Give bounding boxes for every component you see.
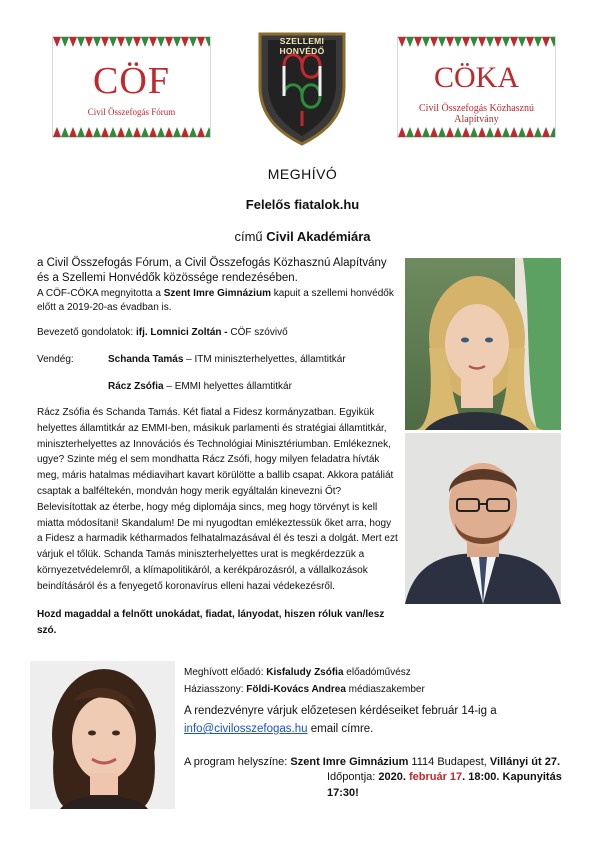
host-name: Földi-Kovács Andrea <box>246 684 346 695</box>
opening-role: CÖF szóvivő <box>227 327 288 338</box>
coka-logo-title: CÖKA <box>433 61 519 94</box>
guest-2-role: – EMMI helyettes államtitkár <box>163 381 292 392</box>
venue-street: Villányi út 27. <box>489 756 561 768</box>
subtitle-bold: Civil Akadémiára <box>266 229 371 244</box>
email-suffix: email címre. <box>307 723 374 735</box>
email-link[interactable]: info@civilosszefogas.hu <box>184 723 308 735</box>
portrait-man-icon <box>405 433 561 604</box>
intro-organizers: a Civil Összefogás Fórum, a Civil Összefogás Közhasznú Alapítvány és a Szellemi Honvédők közössége rendezésében. <box>37 257 387 284</box>
flag-strip-top-icon <box>398 37 555 49</box>
opening-line <box>37 326 397 341</box>
performer-line <box>184 666 574 681</box>
time-month: február 17 <box>408 771 463 783</box>
host-role: médiaszakember <box>345 684 425 695</box>
venue-line <box>184 755 584 770</box>
photo-racz-zsofia <box>405 258 561 430</box>
intro-opened-prefix: A CÖF-CÖKA megnyitotta a <box>37 288 164 299</box>
guest-1-name: Schanda Tamás <box>108 354 184 365</box>
host-line <box>184 683 574 698</box>
time-label: Időpontja: <box>327 771 379 783</box>
time-date-a: 2020. <box>378 771 409 783</box>
event-subtitle <box>0 229 605 244</box>
time-rest: . 18:00. Kapunyitás 17:30! <box>327 771 562 799</box>
opening-label: Bevezető gondolatok: <box>37 327 136 338</box>
event-title: Felelős fiatalok.hu <box>245 197 360 212</box>
guests-label: Vendég: <box>37 354 74 365</box>
page-heading: MEGHÍVÓ <box>267 166 338 182</box>
performer-name: Kisfaludy Zsófia <box>266 667 344 678</box>
performer-role: előadóművész <box>343 667 411 678</box>
time-line <box>327 770 577 801</box>
body-closing: Hozd magaddal a felnőtt unokádat, fiadat, lányodat, hiszen róluk van/lesz szó. <box>37 609 385 636</box>
coka-logo-subtitle: Civil Összefogás Közhasznú Alapítvány <box>419 103 534 125</box>
opening-name: ifj. Lomnici Zoltán - <box>135 327 228 338</box>
subtitle-prefix: című <box>234 229 267 244</box>
body-paragraph: Rácz Zsófia és Schanda Tamás. Két fiatal a Fidesz kormányzatban. Egyikük helyettes államtitkár az EMMI-ben, másikuk parlamenti és stratégiai államtitkár, miniszterhelyettes az Innovációs és Technológiai Minisztériumban. Emlékeznek, ugye? Szinte még el sem mondhatta Rácz Zsófi, hogy milyen feladatra hívták meg, máris hatalmas médiavihart kavart körülötte a ballib csapat. Akkora patáliát csaptak a balféltekén, mondván hogy merik egyáltalán kinevezni Őt? Belevisítottak az éterbe, hogy még diplomája sincs, meg hogy törvényt is kell miatta módosítani! Skandalum! De mi nyugodtan emlékeztessük őket arra, hogy a Fidesz a harmadik kétharmados felhatalmazásával él és teszi a dolgát. Mert ezt várjuk el tőlük. Schanda Tamás miniszterhelyettes urat is megkérdezzük a környezetvédelemről, a klímapolitikáról, a kerékpározásról, a vállalkozások beindításáról és a fenyegető koronavírus elleni hazai védekezésről. <box>37 407 398 592</box>
cof-logo <box>52 36 211 138</box>
venue-city: 1114 Budapest, <box>408 756 490 768</box>
venue-label: A program helyszíne: <box>184 756 291 768</box>
flag-strip-top-icon <box>53 37 210 49</box>
guest-2-name: Rácz Zsófia <box>108 381 164 392</box>
cof-logo-subtitle: Civil Összefogás Fórum <box>87 107 176 117</box>
venue-name: Szent Imre Gimnázium <box>290 756 409 768</box>
host-label: Háziasszony: <box>184 684 247 695</box>
guest-1 <box>108 353 400 368</box>
szellemi-honvedo-emblem <box>254 26 350 146</box>
questions-text: A rendezvényre várjuk előzetesen kérdéseiket február 14-ig a <box>184 705 497 717</box>
emblem-banner: SZELLEMI HONVÉDŐ <box>279 36 325 56</box>
photo-schanda-tamas <box>405 433 561 604</box>
performer-label: Meghívott előadó: <box>184 667 267 678</box>
email-line <box>184 722 574 737</box>
cof-logo-title: CÖF <box>93 60 170 102</box>
coka-logo <box>397 36 556 138</box>
flag-strip-bottom-icon <box>53 125 210 137</box>
portrait-woman-dark-hair-icon <box>30 661 175 809</box>
portrait-woman-icon <box>405 258 561 430</box>
guest-1-role: – ITM miniszterhelyettes, államtitkár <box>183 354 346 365</box>
intro-opened <box>37 287 397 315</box>
intro-opened-school: Szent Imre Gimnázium <box>163 288 271 299</box>
intro-opened-suffix: kapuit a szellemi honvédők előtt a 2019-20-as évadban is. <box>37 288 394 313</box>
flag-strip-bottom-icon <box>398 125 555 137</box>
guest-2 <box>108 380 400 395</box>
photo-kisfaludy-zsofia <box>30 661 175 809</box>
